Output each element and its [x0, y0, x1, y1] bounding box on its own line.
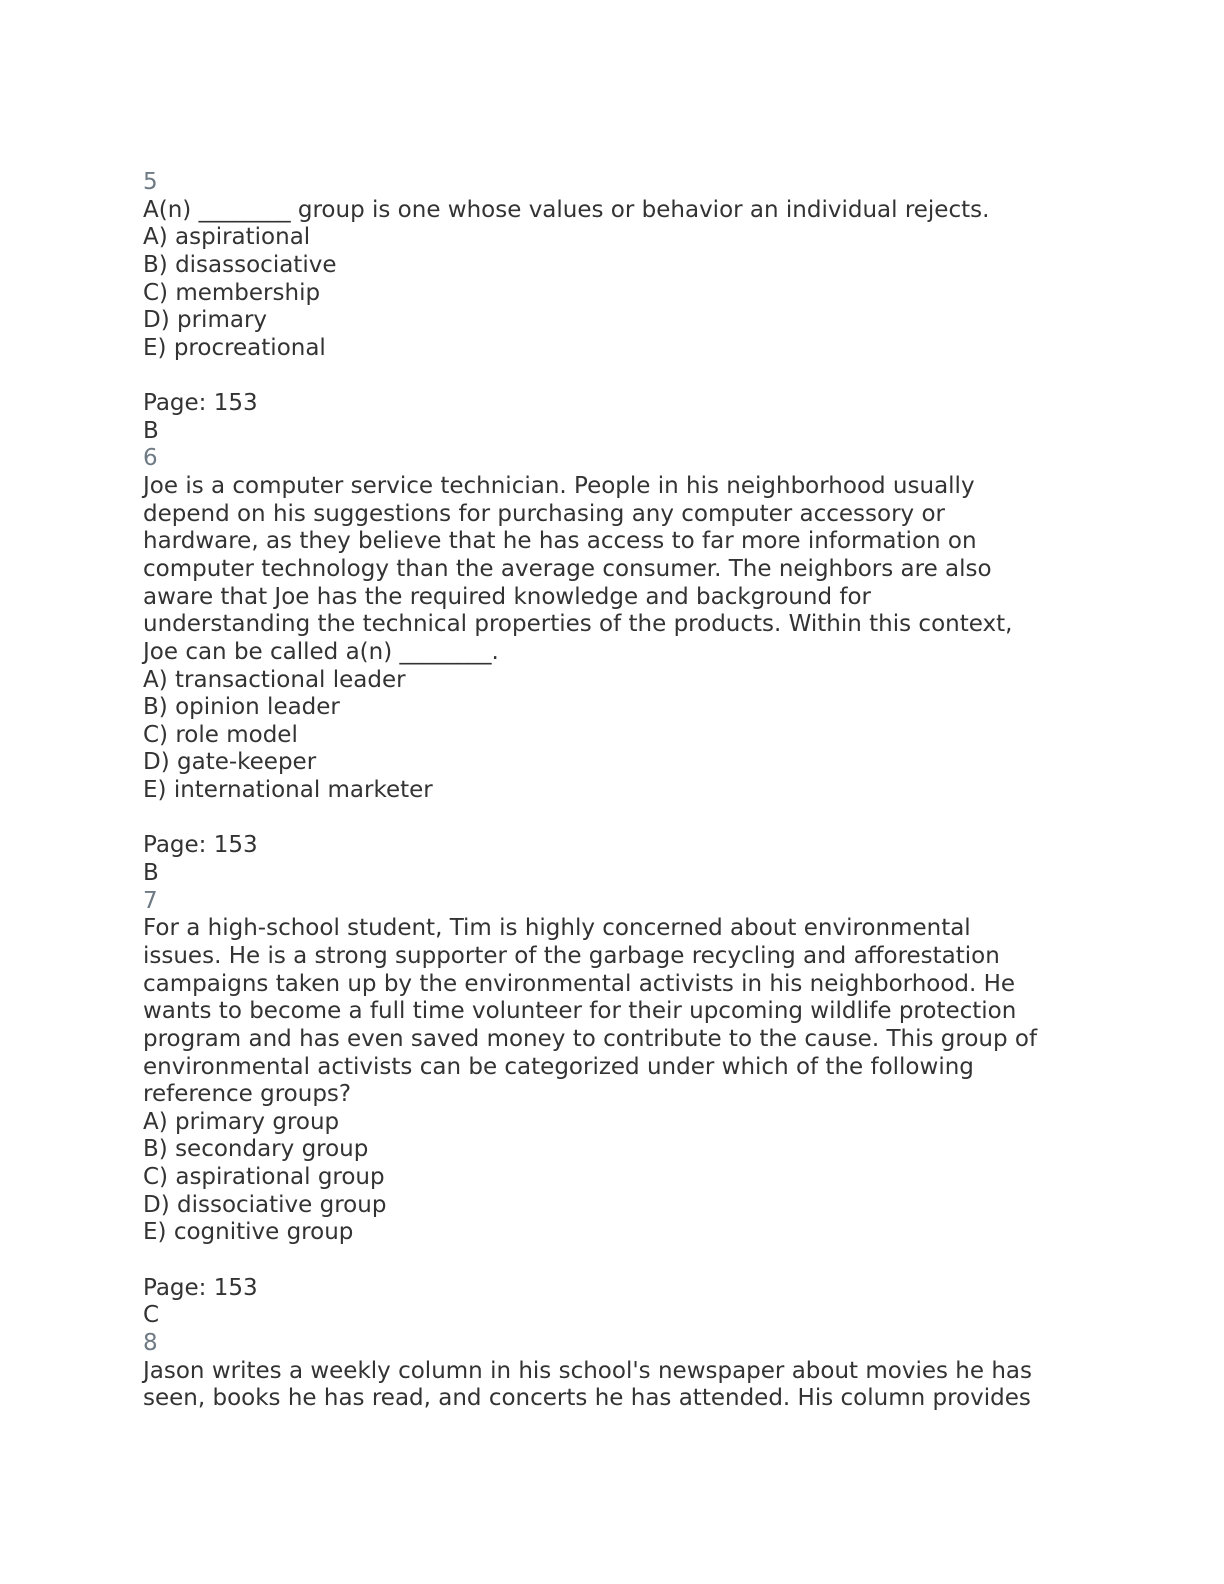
- correct-answer: C: [143, 1302, 160, 1329]
- answer-option: C) aspirational group: [143, 1164, 385, 1191]
- answer-option: E) procreational: [143, 334, 326, 361]
- question-stem-line: environmental activists can be categorized under which of the following: [143, 1053, 974, 1080]
- page-reference: Page: 153: [143, 390, 258, 417]
- question-stem-line: program and has even saved money to contribute to the cause. This group of: [143, 1025, 1038, 1052]
- question-number: 8: [143, 1329, 158, 1356]
- question-stem-line: depend on his suggestions for purchasing any computer accessory or: [143, 500, 946, 527]
- correct-answer: B: [143, 860, 159, 887]
- answer-option: E) international marketer: [143, 777, 433, 804]
- answer-option: D) dissociative group: [143, 1191, 387, 1218]
- question-block: [143, 445, 1143, 887]
- spacer: [143, 1247, 1143, 1275]
- question-stem-line: Joe can be called a(n) ________.: [143, 638, 499, 665]
- question-stem-line: issues. He is a strong supporter of the garbage recycling and afforestation: [143, 942, 1000, 969]
- answer-option: D) primary: [143, 307, 268, 334]
- correct-answer: B: [143, 417, 159, 444]
- question-stem-line: Jason writes a weekly column in his school's newspaper about movies he has: [143, 1357, 1032, 1384]
- question-number: 6: [143, 445, 158, 472]
- question-stem-line: Joe is a computer service technician. People in his neighborhood usually: [143, 473, 975, 500]
- question-stem-line: computer technology than the average consumer. The neighbors are also: [143, 555, 992, 582]
- question-stem-line: aware that Joe has the required knowledge and background for: [143, 583, 871, 610]
- question-block: [143, 169, 1143, 445]
- question-number: 5: [143, 169, 158, 195]
- answer-option: C) membership: [143, 279, 321, 306]
- answer-option: B) secondary group: [143, 1136, 369, 1163]
- question-block: [143, 888, 1143, 1330]
- answer-option: A) transactional leader: [143, 666, 406, 693]
- page-reference: Page: 153: [143, 832, 258, 859]
- question-number: 7: [143, 887, 158, 914]
- question-stem-line: For a high-school student, Tim is highly concerned about environmental: [143, 915, 971, 942]
- spacer: [143, 805, 1143, 833]
- answer-option: A) primary group: [143, 1108, 340, 1135]
- document-page: [143, 169, 1143, 1413]
- question-stem-line: seen, books he has read, and concerts he has attended. His column provides: [143, 1385, 1031, 1412]
- answer-option: A) aspirational: [143, 224, 311, 251]
- question-stem-line: A(n) ________ group is one whose values or behavior an individual rejects.: [143, 196, 990, 223]
- answer-option: D) gate-keeper: [143, 749, 317, 776]
- question-stem-line: reference groups?: [143, 1081, 352, 1108]
- question-stem-line: campaigns taken up by the environmental activists in his neighborhood. He: [143, 970, 1016, 997]
- answer-option: E) cognitive group: [143, 1219, 354, 1246]
- question-stem-line: understanding the technical properties of the products. Within this context,: [143, 611, 1013, 638]
- question-stem-line: wants to become a full time volunteer for their upcoming wildlife protection: [143, 998, 1017, 1025]
- answer-option: C) role model: [143, 721, 298, 748]
- answer-option: B) opinion leader: [143, 694, 340, 721]
- answer-option: B) disassociative: [143, 251, 337, 278]
- question-stem-line: hardware, as they believe that he has access to far more information on: [143, 528, 977, 555]
- page-reference: Page: 153: [143, 1274, 258, 1301]
- spacer: [143, 362, 1143, 390]
- question-block: [143, 1330, 1143, 1413]
